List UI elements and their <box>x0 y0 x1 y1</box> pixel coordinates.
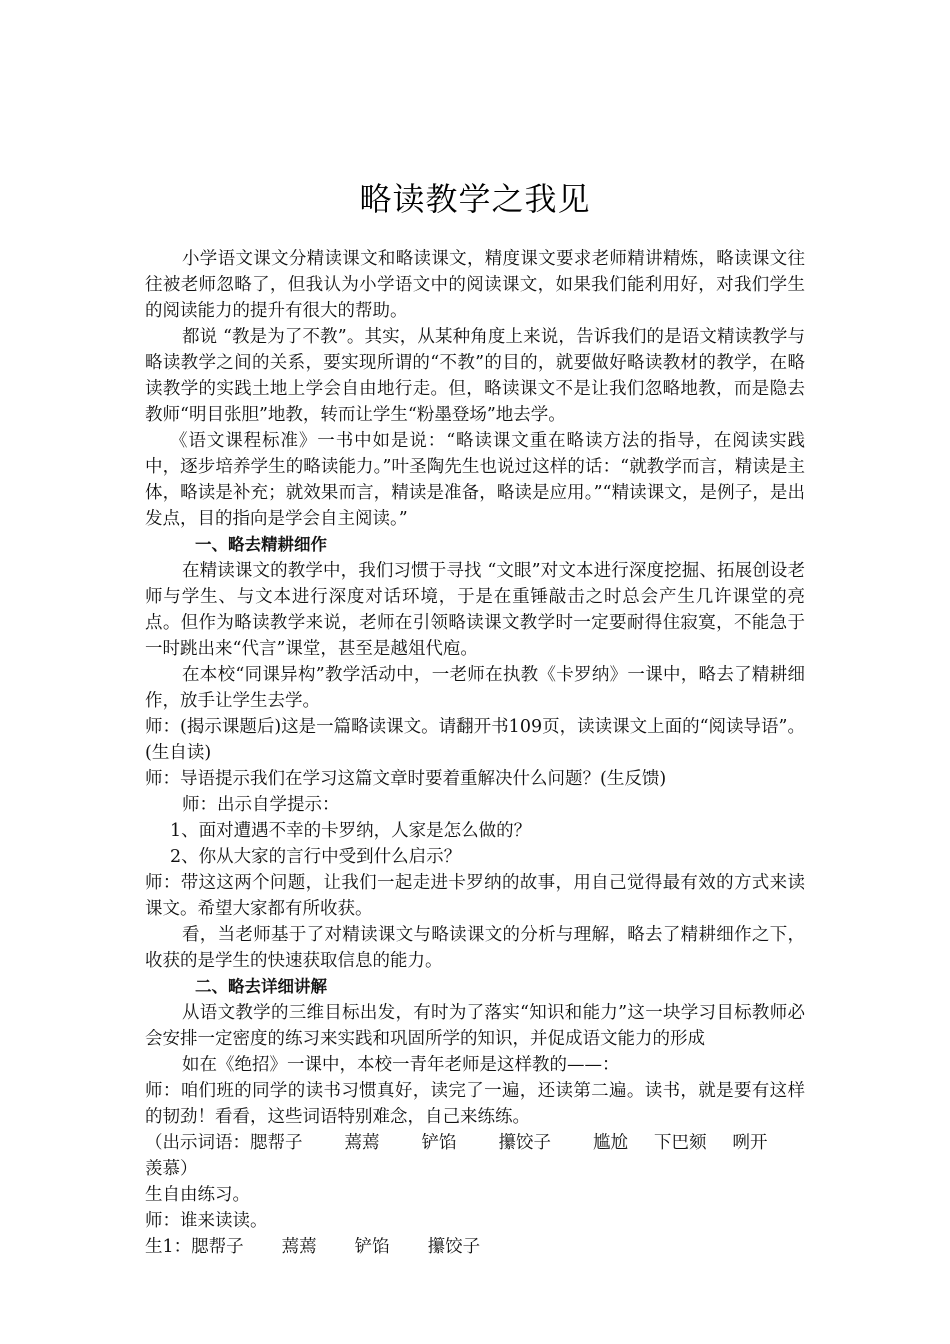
word: 攥饺子 <box>498 1133 551 1153</box>
dialogue-line: 师：导语提示我们在学习这篇文章时要着重解决什么问题？(生反馈) <box>145 769 667 789</box>
paragraph: 《语文课程标准》一书中如是说：“略读课文重在略读方法的指导，在阅读实践中，逐步培养学生的略读能力。”叶圣陶先生也说过这样的话：“就教学而言，精读是主体，略读是补充；就效果而言，精读是准备，略读是应用。”“精读课文，是例子，是出发点，目的指向是学会自主阅读。” <box>145 431 805 529</box>
word: 铲馅 <box>421 1133 457 1153</box>
dialogue-line: 师：出示自学提示： <box>182 795 340 815</box>
word: 腮帮子 <box>250 1133 303 1153</box>
dialogue-line: 生自由练习。 <box>145 1185 250 1205</box>
word-list <box>145 1130 805 1156</box>
list-item: 2、你从大家的言行中受到什么启示？ <box>170 847 462 867</box>
paragraph: 从语文教学的三维目标出发，有时为了落实“知识和能力”这一块学习目标教师必会安排一定密度的练习来实践和巩固所学的知识，并促成语文能力的形成 <box>145 1003 805 1049</box>
paragraph: 小学语文课文分精读课文和略读课文，精度课文要求老师精讲精炼，略读课文往往被老师忽略了，但我认为小学语文中的阅读课文，如果我们能利用好，对我们学生的阅读能力的提升有很大的帮助。 <box>145 249 805 321</box>
dialogue-line: 师：咱们班的同学的读书习惯真好，读完了一遍，还读第二遍。读书，就是要有这样的韧劲！看看，这些词语特别难念，自己来练练。 <box>145 1081 805 1127</box>
list-item: 1、面对遭遇不幸的卡罗纳，人家是怎么做的？ <box>170 821 532 841</box>
paragraph: 看，当老师基于了对精读课文与略读课文的分析与理解，略去了精耕细作之下，收获的是学生的快速获取信息的能力。 <box>145 925 805 971</box>
paragraph: 在精读课文的教学中，我们习惯于寻找 “文眼”对文本进行深度挖掘、拓展创设老师与学生、与文本进行深度对话环境，于是在重锤敲击之时总会产生几许课堂的亮点。但作为略读教学来说，老师在引领略读课文教学时一定要耐得住寂寞，不能急于一时跳出来“代言”课堂，甚至是越俎代庖。 <box>145 561 805 659</box>
paragraph: 都说 “教是为了不教”。其实，从某种角度上来说，告诉我们的是语文精读教学与略读教学之间的关系，要实现所谓的“不教”的目的，就要做好略读教材的教学，在略读教学的实践土地上学会自由地行走。但，略读课文不是让我们忽略地教，而是隐去教师“明目张胆”地教，转而让学生“粉墨登场”地去学。 <box>145 327 805 425</box>
dialogue-line: 师：带这这两个问题，让我们一起走进卡罗纳的故事，用自己觉得最有效的方式来读课文。希望大家都有所收获。 <box>145 873 805 919</box>
word: 攥饺子 <box>427 1237 481 1257</box>
word: 咧开 <box>732 1133 768 1153</box>
word: 腮帮子 <box>191 1237 244 1257</box>
student-reading <box>145 1234 805 1260</box>
word-list-end: 羡慕） <box>145 1159 198 1179</box>
paragraph: 如在《绝招》一课中，本校一青年老师是这样教的——： <box>182 1055 620 1075</box>
dialogue-line: 师：谁来读读。 <box>145 1211 268 1231</box>
paragraph: 在本校“同课异构”教学活动中，一老师在执教《卡罗纳》一课中，略去了精耕细作，放手让学生去学。 <box>145 665 805 711</box>
word: 下巴颏 <box>654 1133 707 1153</box>
word: 尴尬 <box>593 1133 628 1153</box>
document-title: 略读教学之我见 <box>359 180 591 218</box>
document-body <box>145 246 805 1260</box>
section-heading: 二、略去详细讲解 <box>195 977 327 996</box>
word: 蔫蔫 <box>344 1133 380 1153</box>
section-heading: 一、略去精耕细作 <box>195 535 327 554</box>
dialogue-line: 师：(揭示课题后)这是一篇略读课文。请翻开书109页，读读课文上面的“阅读导语”。(生自读) <box>145 717 805 763</box>
word-list-prefix: （出示词语： <box>145 1133 250 1153</box>
student-label: 生1： <box>145 1237 192 1257</box>
word: 蔫蔫 <box>281 1237 317 1257</box>
word: 铲馅 <box>354 1237 390 1257</box>
